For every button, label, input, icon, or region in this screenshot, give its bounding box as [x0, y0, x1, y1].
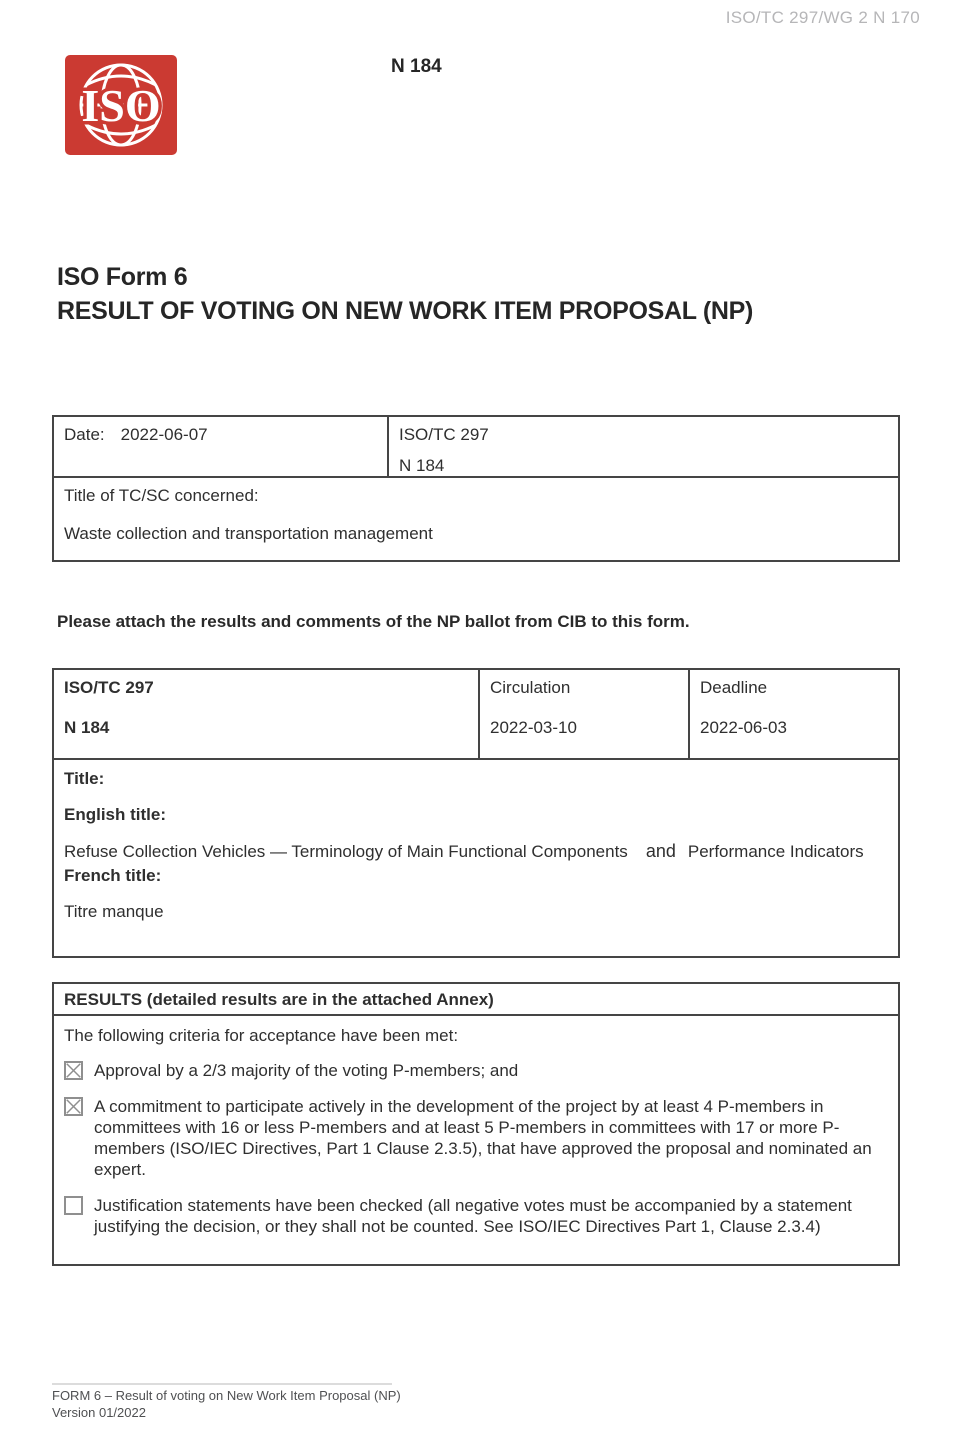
deadline-cell — [690, 670, 898, 758]
checkbox[interactable] — [64, 1196, 83, 1215]
checkbox[interactable] — [64, 1061, 83, 1080]
ballot-doc-number: N 184 — [64, 718, 110, 737]
page-footer — [52, 1387, 401, 1421]
french-title-label: French title: — [64, 866, 162, 885]
results-header: RESULTS (detailed results are in the attached Annex) — [54, 984, 898, 1016]
ballot-committee-cell — [54, 670, 480, 758]
document-number: N 184 — [391, 56, 442, 77]
circulation-label: Circulation — [490, 678, 571, 697]
ballot-committee-name: ISO/TC 297 — [64, 678, 154, 697]
footnote-separator — [52, 1383, 392, 1385]
results-body — [54, 1016, 898, 1264]
page-title — [57, 260, 917, 328]
results-table — [52, 982, 900, 1266]
english-title-value: Refuse Collection Vehicles — Terminology of Main Functional Components and Performance Indicators — [64, 841, 864, 861]
criterion-item — [64, 1096, 888, 1180]
committee-doc-number: N 184 — [399, 456, 445, 475]
circulation-date: 2022-03-10 — [490, 718, 577, 737]
criterion-item — [64, 1195, 888, 1237]
tc-title-cell — [54, 476, 898, 560]
checkbox-x-icon — [66, 1099, 81, 1114]
criterion-item — [64, 1060, 888, 1081]
date-value: 2022-06-07 — [120, 425, 208, 444]
footer-form-name: FORM 6 – Result of voting on New Work Item Proposal (NP) — [52, 1388, 401, 1403]
french-title-value: Titre manque — [64, 902, 164, 921]
iso-logo-icon — [65, 55, 177, 155]
committee-cell — [389, 417, 898, 476]
checkbox-x-icon — [66, 1063, 81, 1078]
criteria-list — [64, 1060, 888, 1237]
criterion-label: Approval by a 2/3 majority of the voting P-members; and — [94, 1061, 519, 1080]
info-table — [52, 415, 900, 562]
date-cell — [54, 417, 389, 476]
deadline-label: Deadline — [700, 678, 768, 697]
criterion-label: A commitment to participate actively in the development of the project by at least 4 P-members in committees with 16 or less P-members and at least 5 P-members in committees with 17 or more P-members (ISO/IEC Directives, Part 1 Clause 2.3.5), that have approved the proposal and nominated an expert. — [94, 1097, 872, 1179]
title-label: Title: — [64, 769, 105, 788]
iso-logo-text: ISO — [81, 80, 161, 131]
date-label: Date: — [64, 425, 105, 444]
footer-version: Version 01/2022 — [52, 1405, 146, 1420]
document-reference: ISO/TC 297/WG 2 N 170 — [725, 8, 920, 27]
results-intro: The following criteria for acceptance have been met: — [64, 1026, 459, 1045]
checkbox[interactable] — [64, 1097, 83, 1116]
attach-instruction: Please attach the results and comments of the NP ballot from CIB to this form. — [57, 612, 690, 631]
committee-name: ISO/TC 297 — [399, 425, 489, 444]
titles-cell — [54, 758, 898, 956]
form-title: RESULT OF VOTING ON NEW WORK ITEM PROPOSAL (NP) — [57, 297, 754, 325]
english-title-conjunction: and — [645, 841, 676, 861]
tc-title-value: Waste collection and transportation management — [64, 524, 433, 543]
form-name: ISO Form 6 — [57, 263, 188, 291]
ballot-table — [52, 668, 900, 958]
deadline-date: 2022-06-03 — [700, 718, 787, 737]
english-title-label: English title: — [64, 805, 166, 824]
criterion-label: Justification statements have been checked (all negative votes must be accompanied by a statement justifying the decision, or they shall not be counted. See ISO/IEC Directives Part 1, Clause 2.3.4) — [94, 1196, 852, 1236]
circulation-cell — [480, 670, 690, 758]
tc-title-label: Title of TC/SC concerned: — [64, 486, 259, 505]
